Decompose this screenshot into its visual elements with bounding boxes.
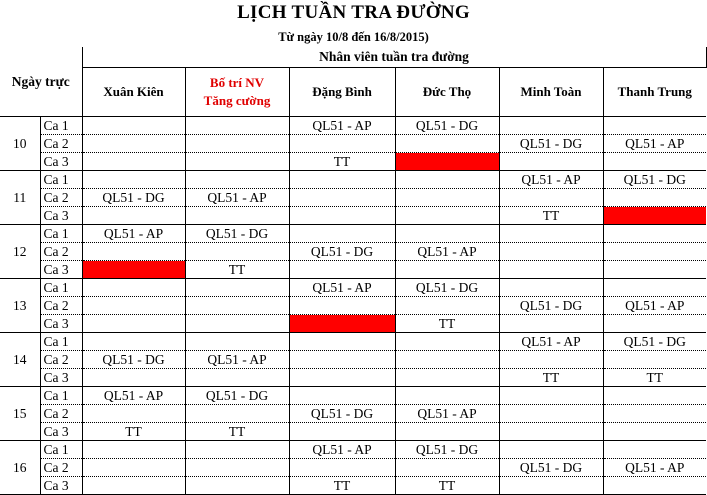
assignment-cell: QL51 - DG: [82, 189, 185, 207]
assignment-cell: [289, 333, 395, 351]
shift-label: Ca 1: [40, 171, 82, 189]
shift-label: Ca 2: [40, 297, 82, 315]
employee-header-2: Đặng Bình: [289, 68, 395, 117]
assignment-cell: [82, 405, 185, 423]
assignment-cell: [603, 423, 706, 441]
assignment-cell: QL51 - DG: [603, 333, 706, 351]
assignment-cell: [395, 135, 499, 153]
assignment-cell: TT: [499, 207, 603, 225]
assignment-cell: QL51 - DG: [82, 351, 185, 369]
assignment-cell: QL51 - DG: [289, 243, 395, 261]
assignment-cell: [289, 387, 395, 405]
assignment-cell: [82, 171, 185, 189]
shift-label: Ca 2: [40, 243, 82, 261]
assignment-cell: QL51 - DG: [395, 441, 499, 459]
shift-row: [0, 387, 706, 405]
assignment-cell: [185, 459, 289, 477]
assignment-cell: [395, 459, 499, 477]
assignment-cell: [289, 297, 395, 315]
shift-row: [0, 261, 706, 279]
assignment-cell: [185, 117, 289, 135]
day-number: 10: [0, 117, 40, 171]
assignment-cell: [82, 207, 185, 225]
shift-label: Ca 1: [40, 225, 82, 243]
shift-label: Ca 1: [40, 279, 82, 297]
shift-label: Ca 1: [40, 117, 82, 135]
assignment-cell: QL51 - DG: [185, 225, 289, 243]
assignment-cell: QL51 - AP: [395, 243, 499, 261]
shift-row: [0, 171, 706, 189]
assignment-cell: [82, 369, 185, 387]
assignment-cell: [289, 225, 395, 243]
off-shift-marker: [603, 207, 706, 225]
shift-label: Ca 3: [40, 477, 82, 495]
assignment-cell: [185, 207, 289, 225]
shift-label: Ca 3: [40, 369, 82, 387]
assignment-cell: [185, 477, 289, 495]
assignment-cell: QL51 - AP: [499, 171, 603, 189]
assignment-cell: [82, 117, 185, 135]
shift-row: [0, 225, 706, 243]
shift-label: Ca 1: [40, 387, 82, 405]
assignment-cell: [185, 297, 289, 315]
assignment-cell: [289, 261, 395, 279]
shift-label: Ca 2: [40, 135, 82, 153]
shift-label: Ca 2: [40, 405, 82, 423]
assignment-cell: [603, 153, 706, 171]
assignment-cell: [603, 405, 706, 423]
assignment-cell: [82, 315, 185, 333]
assignment-cell: [185, 135, 289, 153]
assignment-cell: [499, 477, 603, 495]
assignment-cell: QL51 - AP: [289, 279, 395, 297]
assignment-cell: QL51 - AP: [395, 405, 499, 423]
shift-label: Ca 2: [40, 459, 82, 477]
assignment-cell: TT: [82, 423, 185, 441]
assignment-cell: TT: [603, 369, 706, 387]
shift-row: [0, 315, 706, 333]
assignment-cell: TT: [499, 369, 603, 387]
employee-header-1: Bố trí NV Tăng cường: [185, 68, 289, 117]
shift-label: Ca 3: [40, 423, 82, 441]
assignment-cell: [289, 351, 395, 369]
assignment-cell: [499, 387, 603, 405]
assignment-cell: [499, 261, 603, 279]
shift-label: Ca 3: [40, 315, 82, 333]
assignment-cell: QL51 - AP: [603, 135, 706, 153]
employee-header-5: Thanh Trung: [603, 68, 706, 117]
employee-header-4: Minh Toàn: [499, 68, 603, 117]
day-number: 14: [0, 333, 40, 387]
employee-header-0: Xuân Kiên: [82, 68, 185, 117]
assignment-cell: QL51 - DG: [499, 135, 603, 153]
shift-row: [0, 333, 706, 351]
assignment-cell: QL51 - DG: [289, 405, 395, 423]
shift-label: Ca 1: [40, 441, 82, 459]
shift-row: [0, 423, 706, 441]
assignment-cell: [82, 153, 185, 171]
shift-label: Ca 2: [40, 189, 82, 207]
shift-row: [0, 459, 706, 477]
day-column-header: Ngày trực: [0, 47, 82, 117]
shift-row: [0, 477, 706, 495]
assignment-cell: TT: [185, 261, 289, 279]
assignment-cell: TT: [395, 315, 499, 333]
assignment-cell: [395, 171, 499, 189]
assignment-cell: [82, 333, 185, 351]
assignment-cell: [82, 135, 185, 153]
assignment-cell: [185, 333, 289, 351]
page-subtitle: Từ ngày 10/8 đến 16/8/2015): [278, 30, 429, 44]
assignment-cell: [499, 189, 603, 207]
assignment-cell: QL51 - AP: [289, 441, 395, 459]
patrol-schedule-table: [0, 47, 707, 495]
assignment-cell: [289, 369, 395, 387]
assignment-cell: [499, 423, 603, 441]
shift-label: Ca 3: [40, 153, 82, 171]
assignment-cell: [395, 351, 499, 369]
assignment-cell: [499, 117, 603, 135]
day-number: 11: [0, 171, 40, 225]
assignment-cell: QL51 - AP: [185, 351, 289, 369]
assignment-cell: [289, 189, 395, 207]
assignment-cell: TT: [289, 477, 395, 495]
assignment-cell: QL51 - DG: [603, 171, 706, 189]
assignment-cell: [185, 279, 289, 297]
assignment-cell: [603, 261, 706, 279]
off-shift-marker: [82, 261, 185, 279]
shift-row: [0, 153, 706, 171]
assignment-cell: [395, 297, 499, 315]
assignment-cell: [82, 297, 185, 315]
shift-label: Ca 3: [40, 261, 82, 279]
assignment-cell: [499, 441, 603, 459]
day-number: 16: [0, 441, 40, 495]
assignment-cell: [289, 459, 395, 477]
assignment-cell: [395, 369, 499, 387]
assignment-cell: [499, 153, 603, 171]
assignment-cell: [289, 135, 395, 153]
assignment-cell: [395, 207, 499, 225]
assignment-cell: [395, 225, 499, 243]
employee-group-header: Nhân viên tuần tra đường: [82, 47, 706, 68]
assignment-cell: [499, 225, 603, 243]
page-title: LỊCH TUẦN TRA ĐƯỜNG: [237, 2, 470, 23]
shift-label: Ca 2: [40, 351, 82, 369]
off-shift-marker: [289, 315, 395, 333]
assignment-cell: [395, 387, 499, 405]
assignment-cell: [499, 279, 603, 297]
assignment-cell: [185, 243, 289, 261]
shift-row: [0, 117, 706, 135]
day-number: 15: [0, 387, 40, 441]
shift-row: [0, 189, 706, 207]
shift-row: [0, 243, 706, 261]
assignment-cell: [603, 225, 706, 243]
assignment-cell: [603, 441, 706, 459]
assignment-cell: QL51 - DG: [395, 117, 499, 135]
assignment-cell: [185, 153, 289, 171]
assignment-cell: [603, 387, 706, 405]
assignment-cell: TT: [289, 153, 395, 171]
shift-row: [0, 135, 706, 153]
assignment-cell: [603, 189, 706, 207]
assignment-cell: [82, 279, 185, 297]
shift-row: [0, 369, 706, 387]
assignment-cell: [395, 423, 499, 441]
assignment-cell: [185, 405, 289, 423]
assignment-cell: [499, 351, 603, 369]
assignment-cell: [603, 117, 706, 135]
assignment-cell: QL51 - DG: [395, 279, 499, 297]
shift-row: [0, 405, 706, 423]
assignment-cell: QL51 - AP: [499, 333, 603, 351]
assignment-cell: QL51 - AP: [82, 387, 185, 405]
assignment-cell: QL51 - AP: [603, 459, 706, 477]
shift-label: Ca 1: [40, 333, 82, 351]
assignment-cell: [603, 351, 706, 369]
assignment-cell: [185, 315, 289, 333]
assignment-cell: [185, 171, 289, 189]
assignment-cell: [603, 279, 706, 297]
assignment-cell: QL51 - DG: [185, 387, 289, 405]
assignment-cell: [185, 441, 289, 459]
assignment-cell: [499, 315, 603, 333]
assignment-cell: [289, 207, 395, 225]
assignment-cell: [82, 459, 185, 477]
shift-row: [0, 351, 706, 369]
shift-label: Ca 3: [40, 207, 82, 225]
assignment-cell: TT: [395, 477, 499, 495]
assignment-cell: [603, 477, 706, 495]
assignment-cell: [185, 369, 289, 387]
assignment-cell: [395, 261, 499, 279]
assignment-cell: [82, 243, 185, 261]
employee-header-3: Đức Thọ: [395, 68, 499, 117]
shift-row: [0, 297, 706, 315]
day-number: 13: [0, 279, 40, 333]
assignment-cell: TT: [185, 423, 289, 441]
assignment-cell: [395, 333, 499, 351]
shift-row: [0, 207, 706, 225]
day-number: 12: [0, 225, 40, 279]
assignment-cell: [499, 243, 603, 261]
assignment-cell: QL51 - AP: [603, 297, 706, 315]
assignment-cell: [603, 315, 706, 333]
assignment-cell: [499, 405, 603, 423]
assignment-cell: QL51 - AP: [82, 225, 185, 243]
shift-row: [0, 279, 706, 297]
shift-row: [0, 441, 706, 459]
assignment-cell: [395, 189, 499, 207]
assignment-cell: [82, 441, 185, 459]
off-shift-marker: [395, 153, 499, 171]
assignment-cell: [82, 477, 185, 495]
assignment-cell: [289, 423, 395, 441]
assignment-cell: QL51 - AP: [185, 189, 289, 207]
assignment-cell: [289, 171, 395, 189]
assignment-cell: QL51 - AP: [289, 117, 395, 135]
assignment-cell: [603, 243, 706, 261]
assignment-cell: QL51 - DG: [499, 459, 603, 477]
assignment-cell: QL51 - DG: [499, 297, 603, 315]
